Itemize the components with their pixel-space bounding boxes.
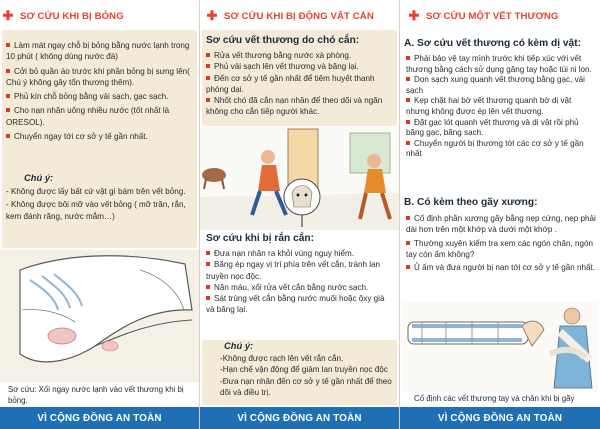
fracture-illustration (402, 302, 598, 392)
plus-icon: ✚ (206, 8, 218, 23)
list-item: Phải bảo vệ tay mình trước khi tiếp xúc với vết thương bằng cách sử dụng găng tay hoặc túi ni lon. (406, 54, 592, 74)
plus-icon: ✚ (2, 8, 14, 23)
plus-icon: ✚ (408, 8, 420, 23)
snake-note-title: Chú ý: (224, 340, 254, 351)
snake-steps (206, 248, 394, 316)
list-item: Đưa nạn nhân ra khỏi vùng nguy hiểm. (206, 248, 394, 259)
list-item: Phủ vải sạch lên vết thương và băng lại. (206, 61, 394, 72)
fracture-caption: Cố định các vết thương tay và chân khi bị gãy (414, 394, 575, 403)
burn-column (0, 0, 199, 429)
burn-steps (6, 40, 194, 142)
burn-header: ✚ SƠ CỨU KHI BỊ BỎNG (0, 8, 199, 24)
foreign-object-steps (406, 54, 596, 160)
list-item: Rửa vết thương bằng nước xà phòng. (206, 50, 394, 61)
burn-caption: Sơ cứu: Xối ngay nước lạnh vào vết thương khi bị bỏng. (8, 385, 184, 405)
list-item: Phủ kín chỗ bỏng bằng vải sạch, gạc sạch. (6, 91, 194, 102)
footer-banner: VÌ CỘNG ĐỒNG AN TOÀN (200, 407, 399, 429)
list-item: Cố định phần xương gãy bằng nẹp cứng, nẹp phải dài hơn trên một khớp và dưới một khớp . (406, 214, 596, 235)
bite-column (200, 0, 399, 429)
fracture-title: B. Có kèm theo gãy xương: (404, 197, 538, 208)
list-item: Dọn sạch xung quanh vết thương bằng gạc, vải sạch (406, 75, 585, 95)
list-item: Cởi bỏ quần áo trước khi phần bỏng bị sưng lên( Chú ý không gây tổn thương thêm). (6, 66, 190, 87)
list-item: Chuyển ngay tới cơ sở y tế gần nhất. (6, 131, 194, 142)
list-item: Đến cơ sở y tế gần nhất để tiêm huyết thanh phòng dại. (206, 73, 375, 94)
burn-illustration (0, 250, 199, 382)
list-item: Kẹp chặt hai bờ vết thương quanh bờ dị vật nhưng không được ép lên vết thương. (406, 96, 572, 116)
foreign-object-title: A. Sơ cứu vết thương có kèm dị vật: (404, 38, 581, 49)
dog-steps (206, 50, 394, 118)
dog-title: Sơ cứu vết thương do chó cắn: (206, 35, 360, 46)
list-item: Cho nạn nhân uống nhiều nước (tốt nhất là ORESOL). (6, 106, 170, 127)
list-item: Băng ép ngay vị trí phía trên vết cắn, tránh lan truyền nọc độc. (206, 260, 381, 281)
list-item: Ủ ấm và đưa người bị nạn tới cơ sở y tế gần nhất. (406, 262, 596, 273)
fracture-steps (406, 213, 596, 273)
wound-header: ✚ SƠ CỨU MỘT VẾT THƯƠNG (406, 8, 600, 24)
list-item: Nặn máu, xối rửa vết cắn bằng nước sạch. (206, 282, 394, 293)
list-item: Thường xuyên kiểm tra xem các ngón chân, ngón tay còn ấm không? (406, 238, 593, 259)
snake-title: Sơ cứu khi bị rắn cắn: (206, 233, 315, 244)
list-item: Sát trùng vết cắn bằng nước muối hoặc ôxy già và băng lại. (206, 294, 385, 315)
list-item: Nhốt chó đã cắn nạn nhân để theo dõi và ngăn không cho cắn tiếp người khác. (206, 96, 383, 117)
list-item: Làm mát ngay chỗ bị bỏng bằng nước lạnh trong 10 phút ( không dùng nước đá) (6, 41, 190, 62)
bite-header: ✚ SƠ CỨU KHI BỊ ĐỘNG VẬT CẮN (204, 8, 399, 24)
burn-note-title: Chú ý: (24, 172, 54, 183)
snake-notes: -Không được rạch lên vết rắn cắn. -Hạn chế vận động để giảm lan truyền nọc độc -Đưa nạn nhân đến cơ sở y tế gần nhất để theo dõi và điều trị. (220, 354, 392, 397)
burn-notes: - Không được lấy bất cứ vật gì bám trên vết bỏng. - Không được bôi mỡ vào vết bỏng ( mỡ trăn, rắn, kem đánh răng, nước mắm…) (6, 187, 186, 221)
wound-column (400, 0, 600, 429)
footer-banner: VÌ CỘNG ĐỒNG AN TOÀN (0, 407, 199, 429)
list-item: Chuyển người bị thương tới các cơ sở y tế gần nhất (406, 138, 584, 159)
footer-banner: VÌ CỘNG ĐỒNG AN TOÀN (400, 407, 600, 429)
dog-bite-illustration (200, 127, 399, 230)
list-item: Đặt gạc lót quanh vết thương và dị vật rồi phủ băng gạc, băng sạch. (406, 117, 579, 138)
